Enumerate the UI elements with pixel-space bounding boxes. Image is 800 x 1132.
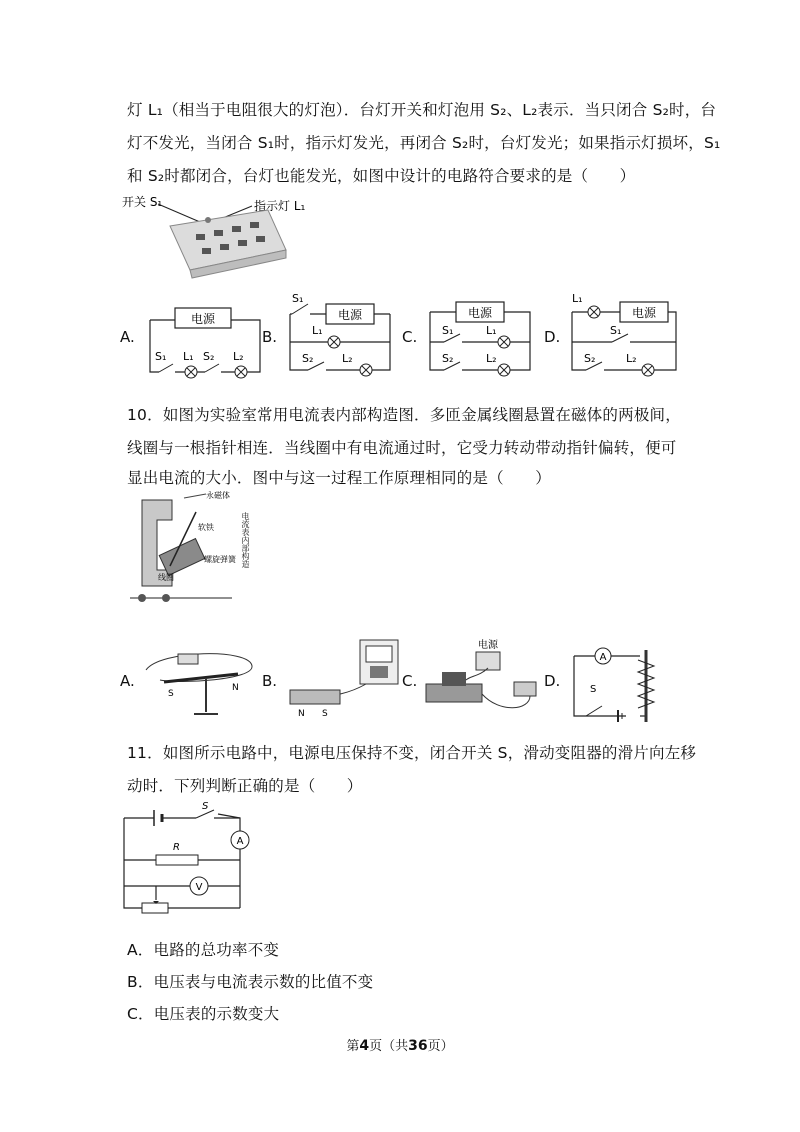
svg-text:S₁: S₁ [442,324,454,337]
q11-circuit [118,800,268,918]
q11-choice-a[interactable]: A．电路的总功率不变 [127,941,280,959]
svg-text:螺旋弹簧: 螺旋弹簧 [204,555,236,564]
q10-line-2: 线圈与一根指针相连．当线圈中有电流通过时，它受力转动带动指针偏转，便可 [127,439,677,457]
svg-text:L₂: L₂ [233,350,244,363]
q10-figure-c [420,636,545,720]
q11-line-1: 11．如图所示电路中，电源电压保持不变，闭合开关 S，滑动变阻器的滑片向左移 [127,744,697,762]
svg-text:L₁: L₁ [572,292,583,305]
svg-text:S₁: S₁ [610,324,622,337]
power-source-label: 电源 [190,312,216,326]
svg-text:S₁: S₁ [292,292,304,305]
circuit-d [564,290,682,382]
q9-option-b[interactable]: B. [262,328,278,346]
q11-choice-b[interactable]: B．电压表与电流表示数的比值不变 [127,973,374,991]
q9-option-c[interactable]: C. [402,328,418,346]
q9-line-3: 和 S₂时都闭合，台灯也能发光，如图中设计的电路符合要求的是（ ） [127,167,636,185]
svg-text:软铁: 软铁 [198,523,214,532]
svg-text:N: N [232,683,239,693]
svg-text:S₁: S₁ [155,350,167,363]
q9-option-a[interactable]: A. [120,328,135,346]
svg-text:L₂: L₂ [486,352,497,365]
q9-option-d[interactable]: D. [544,328,561,346]
svg-text:电源: 电源 [337,308,363,322]
ammeter-a-label: A [236,836,244,847]
q11-line-2: 动时．下列判断正确的是（ ） [127,777,363,795]
svg-text:S₂: S₂ [203,350,215,363]
power-strip-figure [118,192,338,282]
page-footer: 第4页（共36页） [346,1038,454,1054]
circuit-c [422,296,537,382]
q10-option-a[interactable]: A. [120,672,135,690]
ammeter-symbol: A [599,652,607,663]
svg-text:N: N [298,709,305,719]
svg-text:线圈: 线圈 [158,573,174,582]
page-total: 36 [408,1038,428,1054]
svg-text:L₂: L₂ [342,352,353,365]
switch-s-label: S [202,801,209,812]
q10-option-b[interactable]: B. [262,672,278,690]
svg-text:电源: 电源 [631,306,657,320]
svg-text:S₂: S₂ [302,352,314,365]
svg-text:S₂: S₂ [442,352,454,365]
ammeter-figure-side-label: 电流表内部构造 [241,512,250,568]
q9-line-1: 灯 L₁（相当于电阻很大的灯泡）．台灯开关和灯泡用 S₂、L₂表示．当只闭合 S₂时，台 [127,101,717,119]
circuit-b [282,290,397,382]
q10-option-d[interactable]: D. [544,672,561,690]
svg-text:电源: 电源 [467,306,493,320]
svg-text:电源: 电源 [478,640,498,651]
resistor-r-label: R [173,842,180,853]
svg-text:S: S [168,689,174,699]
q9-line-2: 灯不发光，当闭合 S₁时，指示灯发光，再闭合 S₂时，台灯发光；如果指示灯损坏，S₁ [127,134,721,152]
circuit-a [145,300,265,382]
svg-text:S₂: S₂ [584,352,596,365]
q10-figure-a [140,640,260,720]
svg-text:L₁: L₁ [486,324,497,337]
page-number: 4 [359,1038,370,1054]
svg-text:永磁体: 永磁体 [206,491,230,500]
q10-option-c[interactable]: C. [402,672,418,690]
q10-line-3: 显出电流的大小．图中与这一过程工作原理相同的是（ ） [127,469,551,487]
svg-text:L₁: L₁ [312,324,323,337]
indicator-lamp-label: 指示灯 L₁ [254,199,306,213]
q10-line-1: 10．如图为实验室常用电流表内部构造图．多匝金属线圈悬置在磁体的两极间， [127,406,681,424]
svg-text:S: S [590,684,597,695]
q11-choice-c[interactable]: C．电压表的示数变大 [127,1005,280,1023]
ammeter-internal-figure [122,490,257,605]
svg-text:L₁: L₁ [183,350,194,363]
switch-label: 开关 S₁ [122,195,163,209]
voltmeter-v-label: V [195,882,203,893]
q10-figure-b [282,636,402,720]
svg-text:L₂: L₂ [626,352,637,365]
q10-figure-d [566,640,678,724]
svg-text:S: S [322,709,328,719]
